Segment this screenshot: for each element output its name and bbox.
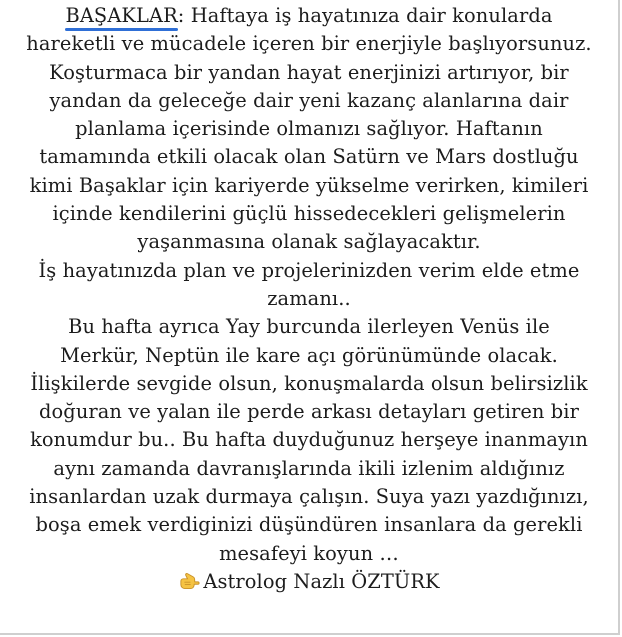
text-line-9: yaşanmasına olanak sağlayacaktır. bbox=[137, 230, 481, 254]
text-line-4: yandan da geleceğe dair yeni kazanç alanlarına dair bbox=[49, 88, 569, 112]
text-line-11: zamanı.. bbox=[267, 286, 351, 310]
signature-line bbox=[0, 568, 618, 596]
text-line-19: boşa emek verdiginizi düşündüren insanlara da gerekli bbox=[35, 513, 583, 537]
text-line-5: planlama içerisinde olmanızı sağlıyor. Haftanın bbox=[75, 117, 543, 141]
text-line-13: Merkür, Neptün ile kare açı görünümünde olacak. bbox=[60, 343, 558, 367]
text-line-12: Bu hafta ayrıca Yay burcunda ilerleyen Venüs ile bbox=[68, 315, 550, 339]
text-line-1 bbox=[0, 2, 618, 30]
text-line-3: Koşturmaca bir yandan hayat enerjinizi artırıyor, bir bbox=[49, 60, 569, 84]
text-line-17: aynı zamanda davranışlarında ikili izlenim aldığınız bbox=[53, 456, 565, 480]
text-line-18: insanlardan uzak durmaya çalışın. Suya yazı yazdığınızı, bbox=[29, 485, 589, 509]
text-line-20: mesafeyi koyun … bbox=[219, 541, 399, 565]
text-line-14: İlişkilerde sevgide olsun, konuşmalarda olsun belirsizlik bbox=[30, 371, 588, 395]
pointing-hand-icon bbox=[178, 570, 201, 592]
sign-heading-text: BAŞAKLAR bbox=[65, 4, 178, 27]
signature-text: Astrolog Nazlı ÖZTÜRK bbox=[203, 569, 440, 593]
text-line-7: kimi Başaklar için kariyerde yükselme verirken, kimileri bbox=[29, 173, 589, 197]
heading-underline bbox=[65, 28, 177, 31]
horoscope-text bbox=[0, 2, 618, 596]
text-line-16: konumdur bu.. Bu hafta duyduğunuz herşeye inanmayın bbox=[30, 428, 588, 452]
text-line-6: tamamında etkili olacak olan Satürn ve Mars dostluğu bbox=[39, 145, 579, 169]
text-line-8: içinde kendilerini güçlü hissedecekleri gelişmelerin bbox=[52, 202, 566, 226]
text-line-15: doğuran ve yalan ile perde arkası detayları getiren bir bbox=[39, 400, 579, 424]
text-line-1-rest: : Haftaya iş hayatınıza dair konularda bbox=[177, 4, 553, 27]
sign-heading bbox=[65, 2, 177, 30]
text-line-10: İş hayatınızda plan ve projelerinizden verim elde etme bbox=[38, 258, 580, 282]
text-line-2: hareketli ve mücadele içeren bir enerjiyle başlıyorsunuz. bbox=[26, 32, 592, 56]
